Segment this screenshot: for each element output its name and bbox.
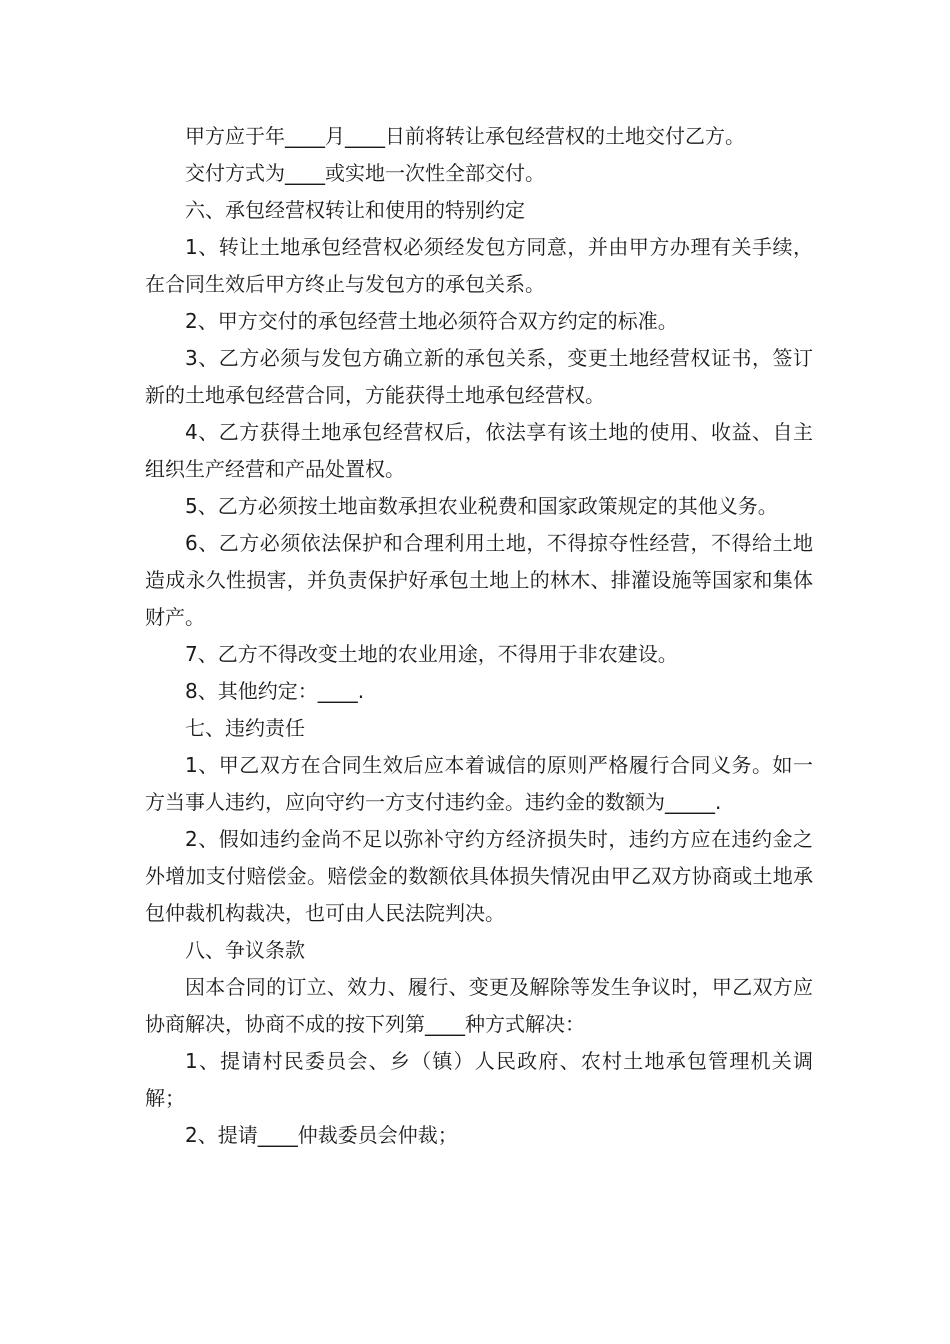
clause-liability-1: 1、甲乙双方在合同生效后应本着诚信的原则严格履行合同义务。如一方当事人违约，应向守约一方支付违约金。违约金的数额为_____. [145, 753, 813, 814]
clause-dispute-2: 2、提请____仲裁委员会仲裁； [185, 1123, 458, 1147]
clause-special-3: 3、乙方必须与发包方确立新的承包关系，变更土地经营权证书，签订新的土地承包经营合同，方能获得土地承包经营权。 [145, 346, 813, 407]
clause-special-4: 4、乙方获得土地承包经营权后，依法享有该土地的使用、收益、自主组织生产经营和产品处置权。 [145, 420, 813, 481]
document-body [145, 118, 813, 1154]
clause-special-1: 1、转让土地承包经营权必须经发包方同意，并由甲方办理有关手续，在合同生效后甲方终止与发包方的承包关系。 [145, 235, 813, 296]
clause-special-8: 8、其他约定：____. [185, 679, 365, 703]
clause-special-7: 7、乙方不得改变土地的农业用途，不得用于非农建设。 [185, 642, 678, 666]
clause-special-5: 5、乙方必须按土地亩数承担农业税费和国家政策规定的其他义务。 [185, 494, 778, 518]
section-heading-special-terms: 六、承包经营权转让和使用的特别约定 [185, 198, 525, 222]
clause-dispute-1: 1、提请村民委员会、乡（镇）人民政府、农村土地承包管理机关调解； [145, 1049, 813, 1110]
section-heading-dispute: 八、争议条款 [185, 938, 305, 962]
clause-liability-2: 2、假如违约金尚不足以弥补守约方经济损失时，违约方应在违约金之外增加支付赔偿金。赔偿金的数额依具体损失情况由甲乙双方协商或土地承包仲裁机构裁决，也可由人民法院判决。 [145, 827, 813, 925]
section-heading-liability: 七、违约责任 [185, 716, 305, 740]
clause-special-2: 2、甲方交付的承包经营土地必须符合双方约定的标准。 [185, 309, 678, 333]
paragraph-dispute-intro: 因本合同的订立、效力、履行、变更及解除等发生争议时，甲乙双方应协商解决，协商不成的按下列第____种方式解决： [145, 975, 813, 1036]
paragraph-delivery-method: 交付方式为____或实地一次性全部交付。 [185, 161, 545, 185]
clause-special-6: 6、乙方必须依法保护和合理利用土地，不得掠夺性经营，不得给土地造成永久性损害，并负责保护好承包土地上的林木、排灌设施等国家和集体财产。 [145, 531, 813, 629]
paragraph-delivery-date: 甲方应于年____月____日前将转让承包经营权的土地交付乙方。 [185, 124, 745, 148]
